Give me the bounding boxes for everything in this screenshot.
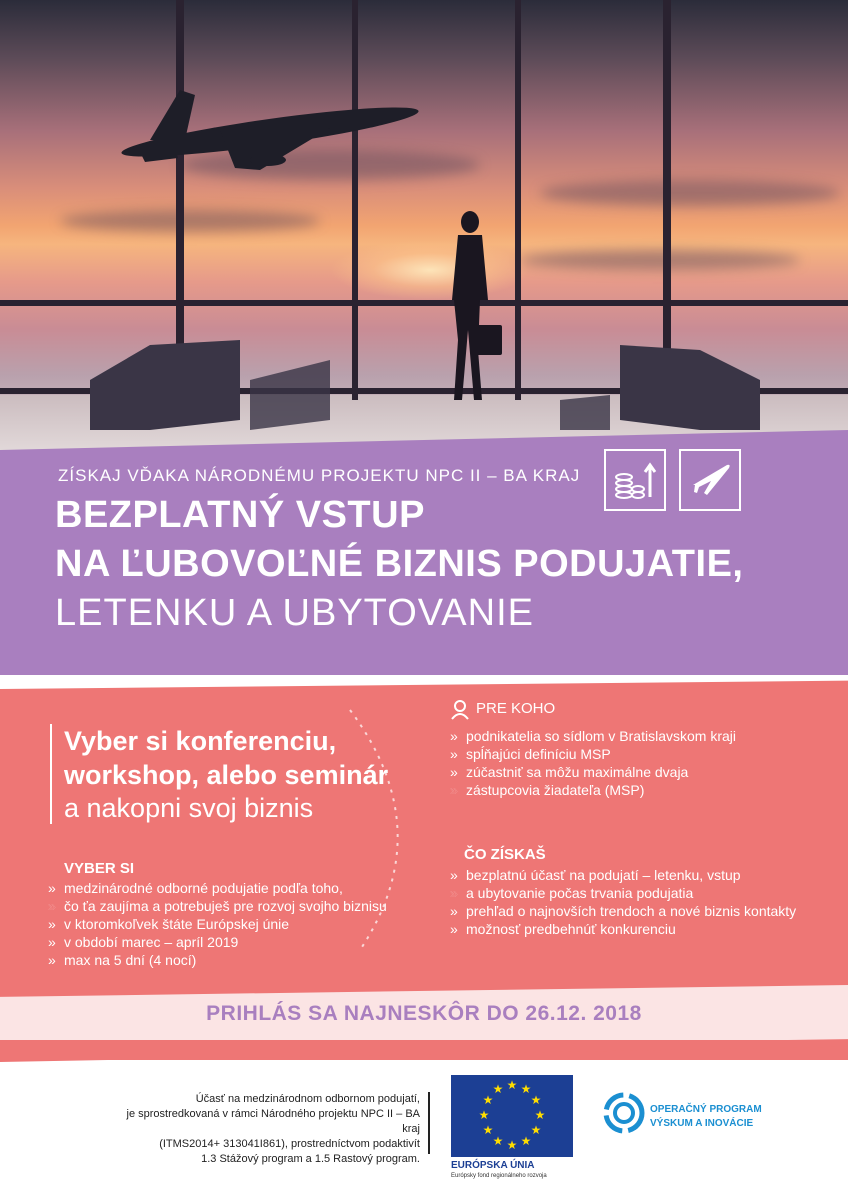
airplane-icon [679,449,741,511]
list-item: » » čo ťa zaujíma a potrebuješ pre rozvoj svojho biznisu [48,897,387,915]
footer-line: (ITMS2014+ 313041I861), prostredníctvom podaktivít [159,1138,420,1150]
svg-text:★: ★ [534,1108,546,1122]
headline-accent-bar [50,724,52,824]
svg-text:★: ★ [520,1134,532,1148]
headline-line1: Vyber si konferenciu, [64,726,337,756]
pre-koho-title: PRE KOHO [476,700,556,717]
list-item: » medzinárodné odborné podujatie podľa toho, [48,879,387,897]
hero-image [0,0,848,470]
coins-growth-icon [604,449,666,511]
list-item: » zúčastniť sa môžu maximálne dvaja [450,763,736,781]
list-item: » prehľad o najnovších trendoch a nové biznis kontakty [450,902,796,920]
svg-text:★: ★ [530,1123,542,1137]
operacny-program-logo-icon [600,1089,648,1137]
page-title-line2: NA ĽUBOVOĽNÉ BIZNIS PODUJATIE, [55,543,744,585]
list-item: » podnikatelia so sídlom v Bratislavskom kraji [450,727,736,745]
op-logo-line1: OPERAČNÝ PROGRAM [650,1104,762,1115]
svg-text:★: ★ [492,1134,504,1148]
svg-text:★: ★ [530,1093,542,1107]
header-subtitle: ZÍSKAJ VĎAKA NÁRODNÉMU PROJEKTU NPC II – BA KRAJ [58,466,581,485]
list-item: » » zástupcovia žiadateľa (MSP) [450,781,736,799]
pre-koho-list [450,727,736,799]
vyber-si-list [48,879,387,969]
list-item: » v období marec – apríl 2019 [48,933,387,951]
eu-stars-icon [451,1075,573,1157]
list-item: » max na 5 dní (4 nocí) [48,951,387,969]
op-logo-line2: VÝSKUM A INOVÁCIE [650,1118,754,1129]
co-ziskas-title: ČO ZÍSKAŠ [464,846,546,863]
svg-text:★: ★ [492,1082,504,1096]
footer-divider [428,1092,430,1154]
list-item: » bezplatnú účasť na podujatí – letenku, vstup [450,866,796,884]
svg-text:★: ★ [482,1093,494,1107]
page-title-line1: BEZPLATNÝ VSTUP [55,494,425,536]
person-icon [450,700,470,720]
svg-text:★: ★ [478,1108,490,1122]
eu-sublabel: Európsky fond regionálneho rozvoja [451,1173,547,1179]
svg-text:★: ★ [506,1138,518,1152]
airplane-silhouette [120,90,421,170]
list-item: » v ktoromkoľvek štáte Európskej únie [48,915,387,933]
page-title-line3: LETENKU A UBYTOVANIE [55,592,534,634]
headline-line2: workshop, alebo seminár [64,760,389,790]
terminal-window-frame [0,0,848,470]
list-item: » » a ubytovanie počas trvania podujatia [450,884,796,902]
svg-text:★: ★ [506,1078,518,1092]
vyber-si-title: VYBER SI [64,860,135,877]
svg-text:★: ★ [482,1123,494,1137]
footer-line: 1.3 Stážový program a 1.5 Rastový program. [201,1153,420,1165]
eu-flag-logo [451,1075,573,1157]
svg-text:★: ★ [520,1082,532,1096]
footer-line: je sprostredkovaná v rámci Národného projektu NPC II – BA kraj [126,1108,420,1135]
footer-line: Účasť na medzinárodnom odbornom podujatí, [195,1093,420,1105]
list-item: » spĺňajúci definíciu MSP [450,745,736,763]
co-ziskas-list [450,866,796,938]
footer-note [120,1092,420,1167]
deadline-text: PRIHLÁS SA NAJNESKÔR DO 26.12. 2018 [206,1002,642,1025]
list-item: » možnosť predbehnúť konkurenciu [450,920,796,938]
headline-line3: a nakopni svoj biznis [64,793,314,823]
eu-label: EURÓPSKA ÚNIA [451,1160,535,1171]
